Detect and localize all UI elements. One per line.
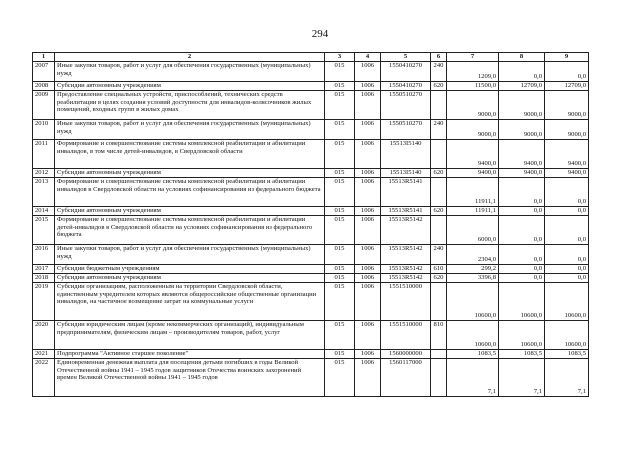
amount-col7-cell: 10600,0: [447, 283, 499, 321]
ministry-code-cell: 015: [325, 178, 355, 207]
table-row: [33, 274, 589, 283]
amount-col7-cell: 7,1: [447, 359, 499, 397]
column-header: 7: [447, 53, 499, 62]
description-cell: Субсидии организациям, расположенным на территории Свердловской области, единственным учредителем которых являются общероссийские общественные организации инвалидов, на частичное возмещение затрат на коммунальные услуги: [55, 283, 325, 321]
description-cell: Формирование и совершенствование системы комплексной реабилитации и абилитации детей-инвалидов в Свердловской области на условиях софинансирования из федерального бюджета: [55, 216, 325, 245]
amount-col9-cell: 0,0: [545, 207, 589, 216]
amount-col7-cell: 299,2: [447, 265, 499, 274]
table-row: [33, 82, 589, 91]
table-row: [33, 62, 589, 82]
ministry-code-cell: 015: [325, 62, 355, 82]
row-number-cell: 2015: [33, 216, 55, 245]
ministry-code-cell: 015: [325, 207, 355, 216]
amount-col8-cell: 9400,0: [499, 140, 545, 169]
amount-col8-cell: 7,1: [499, 359, 545, 397]
target-article-cell: 15513R5142: [381, 245, 431, 265]
amount-col9-cell: 1083,5: [545, 350, 589, 359]
description-cell: Субсидии автономным учреждениям: [55, 207, 325, 216]
section-code-cell: 1006: [355, 82, 381, 91]
section-code-cell: 1006: [355, 62, 381, 82]
description-cell: Иные закупки товаров, работ и услуг для обеспечения государственных (муниципальных) нужд: [55, 245, 325, 265]
ministry-code-cell: 015: [325, 140, 355, 169]
column-header: 9: [545, 53, 589, 62]
amount-col7-cell: 11500,0: [447, 82, 499, 91]
amount-col9-cell: 0,0: [545, 178, 589, 207]
table-header-row: [33, 53, 589, 62]
description-cell: Подпрограмма "Активное старшее поколение": [55, 350, 325, 359]
section-code-cell: 1006: [355, 321, 381, 350]
row-number-cell: 2013: [33, 178, 55, 207]
expense-type-cell: 610: [431, 265, 447, 274]
ministry-code-cell: 015: [325, 216, 355, 245]
amount-col9-cell: 12709,0: [545, 82, 589, 91]
description-cell: Субсидии бюджетным учреждениям: [55, 265, 325, 274]
column-header: 2: [55, 53, 325, 62]
section-code-cell: 1006: [355, 274, 381, 283]
target-article-cell: 1551510000: [381, 321, 431, 350]
expense-type-cell: [431, 91, 447, 120]
section-code-cell: 1006: [355, 350, 381, 359]
expense-type-cell: 240: [431, 245, 447, 265]
expense-type-cell: 620: [431, 82, 447, 91]
target-article-cell: 1550510270: [381, 120, 431, 140]
expense-type-cell: 240: [431, 120, 447, 140]
column-header: 5: [381, 53, 431, 62]
amount-col8-cell: 1083,5: [499, 350, 545, 359]
target-article-cell: 1551510000: [381, 283, 431, 321]
amount-col7-cell: 11911,1: [447, 178, 499, 207]
target-article-cell: 15513I5140: [381, 169, 431, 178]
row-number-cell: 2012: [33, 169, 55, 178]
target-article-cell: 15513R5142: [381, 265, 431, 274]
section-code-cell: 1006: [355, 207, 381, 216]
description-cell: Единовременная денежная выплата для посещения детьми погибших в годы Великой Отечественной войны 1941 – 1945 годов защитников Отечества воинских захоронений времен Великой Отечественной войны 1941 – 1945 годов: [55, 359, 325, 397]
row-number-cell: 2014: [33, 207, 55, 216]
section-code-cell: 1006: [355, 140, 381, 169]
amount-col9-cell: 9400,0: [545, 140, 589, 169]
section-code-cell: 1006: [355, 359, 381, 397]
amount-col7-cell: 6000,0: [447, 216, 499, 245]
amount-col7-cell: 10600,0: [447, 321, 499, 350]
section-code-cell: 1006: [355, 91, 381, 120]
description-cell: Субсидии юридическим лицам (кроме некоммерческих организаций), индивидуальным предпринимателям, физическим лицам – производителям товаров, работ, услуг: [55, 321, 325, 350]
amount-col9-cell: 9400,0: [545, 169, 589, 178]
amount-col9-cell: 10600,0: [545, 321, 589, 350]
amount-col9-cell: 9000,0: [545, 120, 589, 140]
description-cell: Формирование и совершенствование системы комплексной реабилитации и абилитации инвалидов в Свердловской области на условиях софинансирования из федерального бюджета: [55, 178, 325, 207]
target-article-cell: 15513R5141: [381, 207, 431, 216]
amount-col7-cell: 1209,0: [447, 62, 499, 82]
expense-type-cell: 620: [431, 207, 447, 216]
amount-col9-cell: 0,0: [545, 274, 589, 283]
row-number-cell: 2017: [33, 265, 55, 274]
column-header: 4: [355, 53, 381, 62]
expense-type-cell: [431, 178, 447, 207]
table-row: [33, 120, 589, 140]
target-article-cell: 15513I5140: [381, 140, 431, 169]
amount-col8-cell: 10600,0: [499, 321, 545, 350]
row-number-cell: 2008: [33, 82, 55, 91]
row-number-cell: 2011: [33, 140, 55, 169]
amount-col8-cell: 0,0: [499, 62, 545, 82]
amount-col7-cell: 1083,5: [447, 350, 499, 359]
amount-col8-cell: 10600,0: [499, 283, 545, 321]
ministry-code-cell: 015: [325, 359, 355, 397]
amount-col8-cell: 9000,0: [499, 120, 545, 140]
amount-col9-cell: 0,0: [545, 216, 589, 245]
amount-col9-cell: 0,0: [545, 265, 589, 274]
table-row: [33, 140, 589, 169]
description-cell: Субсидии автономным учреждениям: [55, 82, 325, 91]
table-row: [33, 207, 589, 216]
description-cell: Формирование и совершенствование системы комплексной реабилитации и абилитации инвалидов, в том числе детей-инвалидов, в Свердловской области: [55, 140, 325, 169]
amount-col8-cell: 0,0: [499, 245, 545, 265]
amount-col7-cell: 9000,0: [447, 91, 499, 120]
expense-type-cell: [431, 140, 447, 169]
expense-type-cell: 620: [431, 169, 447, 178]
column-header: 6: [431, 53, 447, 62]
row-number-cell: 2020: [33, 321, 55, 350]
section-code-cell: 1006: [355, 120, 381, 140]
column-header: 3: [325, 53, 355, 62]
amount-col7-cell: 3396,8: [447, 274, 499, 283]
ministry-code-cell: 015: [325, 321, 355, 350]
target-article-cell: 1560117000: [381, 359, 431, 397]
expense-type-cell: [431, 350, 447, 359]
table-row: [33, 169, 589, 178]
amount-col8-cell: 0,0: [499, 216, 545, 245]
expense-type-cell: [431, 283, 447, 321]
target-article-cell: 15513R5142: [381, 274, 431, 283]
description-cell: Субсидии автономным учреждениям: [55, 169, 325, 178]
table-row: [33, 216, 589, 245]
ministry-code-cell: 015: [325, 120, 355, 140]
target-article-cell: 1560000000: [381, 350, 431, 359]
row-number-cell: 2010: [33, 120, 55, 140]
section-code-cell: 1006: [355, 245, 381, 265]
expense-type-cell: 810: [431, 321, 447, 350]
table-row: [33, 91, 589, 120]
amount-col8-cell: 12709,0: [499, 82, 545, 91]
ministry-code-cell: 015: [325, 350, 355, 359]
expense-type-cell: [431, 216, 447, 245]
amount-col8-cell: 0,0: [499, 178, 545, 207]
amount-col7-cell: 9400,0: [447, 140, 499, 169]
ministry-code-cell: 015: [325, 274, 355, 283]
budget-table: [32, 52, 589, 397]
target-article-cell: 15513R5142: [381, 216, 431, 245]
table-body: [33, 62, 589, 397]
amount-col7-cell: 9000,0: [447, 120, 499, 140]
expense-type-cell: [431, 359, 447, 397]
target-article-cell: 15513R5141: [381, 178, 431, 207]
description-cell: Субсидии автономным учреждениям: [55, 274, 325, 283]
row-number-cell: 2018: [33, 274, 55, 283]
row-number-cell: 2009: [33, 91, 55, 120]
table-row: [33, 321, 589, 350]
amount-col9-cell: 10600,0: [545, 283, 589, 321]
section-code-cell: 1006: [355, 169, 381, 178]
amount-col8-cell: 9400,0: [499, 169, 545, 178]
amount-col9-cell: 7,1: [545, 359, 589, 397]
table-row: [33, 283, 589, 321]
table-row: [33, 265, 589, 274]
expense-type-cell: 620: [431, 274, 447, 283]
amount-col8-cell: 0,0: [499, 207, 545, 216]
table-row: [33, 350, 589, 359]
description-cell: Иные закупки товаров, работ и услуг для обеспечения государственных (муниципальных) нужд: [55, 62, 325, 82]
amount-col7-cell: 11911,1: [447, 207, 499, 216]
amount-col7-cell: 2304,0: [447, 245, 499, 265]
ministry-code-cell: 015: [325, 91, 355, 120]
row-number-cell: 2021: [33, 350, 55, 359]
expense-type-cell: 240: [431, 62, 447, 82]
amount-col8-cell: 0,0: [499, 265, 545, 274]
row-number-cell: 2019: [33, 283, 55, 321]
amount-col9-cell: 0,0: [545, 62, 589, 82]
target-article-cell: 1550410270: [381, 62, 431, 82]
table-row: [33, 245, 589, 265]
row-number-cell: 2022: [33, 359, 55, 397]
row-number-cell: 2007: [33, 62, 55, 82]
amount-col9-cell: 0,0: [545, 245, 589, 265]
column-header: 1: [33, 53, 55, 62]
section-code-cell: 1006: [355, 265, 381, 274]
table-row: [33, 359, 589, 397]
column-header: 8: [499, 53, 545, 62]
amount-col8-cell: 0,0: [499, 274, 545, 283]
description-cell: Предоставление специальных устройств, приспособлений, технических средств реабилитации в целях создания условий доступности для инвалидов-колясочников жилых помещений, входных групп в жилых домах: [55, 91, 325, 120]
section-code-cell: 1006: [355, 283, 381, 321]
section-code-cell: 1006: [355, 178, 381, 207]
ministry-code-cell: 015: [325, 169, 355, 178]
ministry-code-cell: 015: [325, 82, 355, 91]
target-article-cell: 1550410270: [381, 82, 431, 91]
amount-col9-cell: 9000,0: [545, 91, 589, 120]
amount-col7-cell: 9400,0: [447, 169, 499, 178]
target-article-cell: 1550510270: [381, 91, 431, 120]
amount-col8-cell: 9000,0: [499, 91, 545, 120]
description-cell: Иные закупки товаров, работ и услуг для обеспечения государственных (муниципальных) нужд: [55, 120, 325, 140]
page-number: 294: [311, 28, 329, 40]
ministry-code-cell: 015: [325, 245, 355, 265]
section-code-cell: 1006: [355, 216, 381, 245]
row-number-cell: 2016: [33, 245, 55, 265]
ministry-code-cell: 015: [325, 283, 355, 321]
ministry-code-cell: 015: [325, 265, 355, 274]
table-row: [33, 178, 589, 207]
